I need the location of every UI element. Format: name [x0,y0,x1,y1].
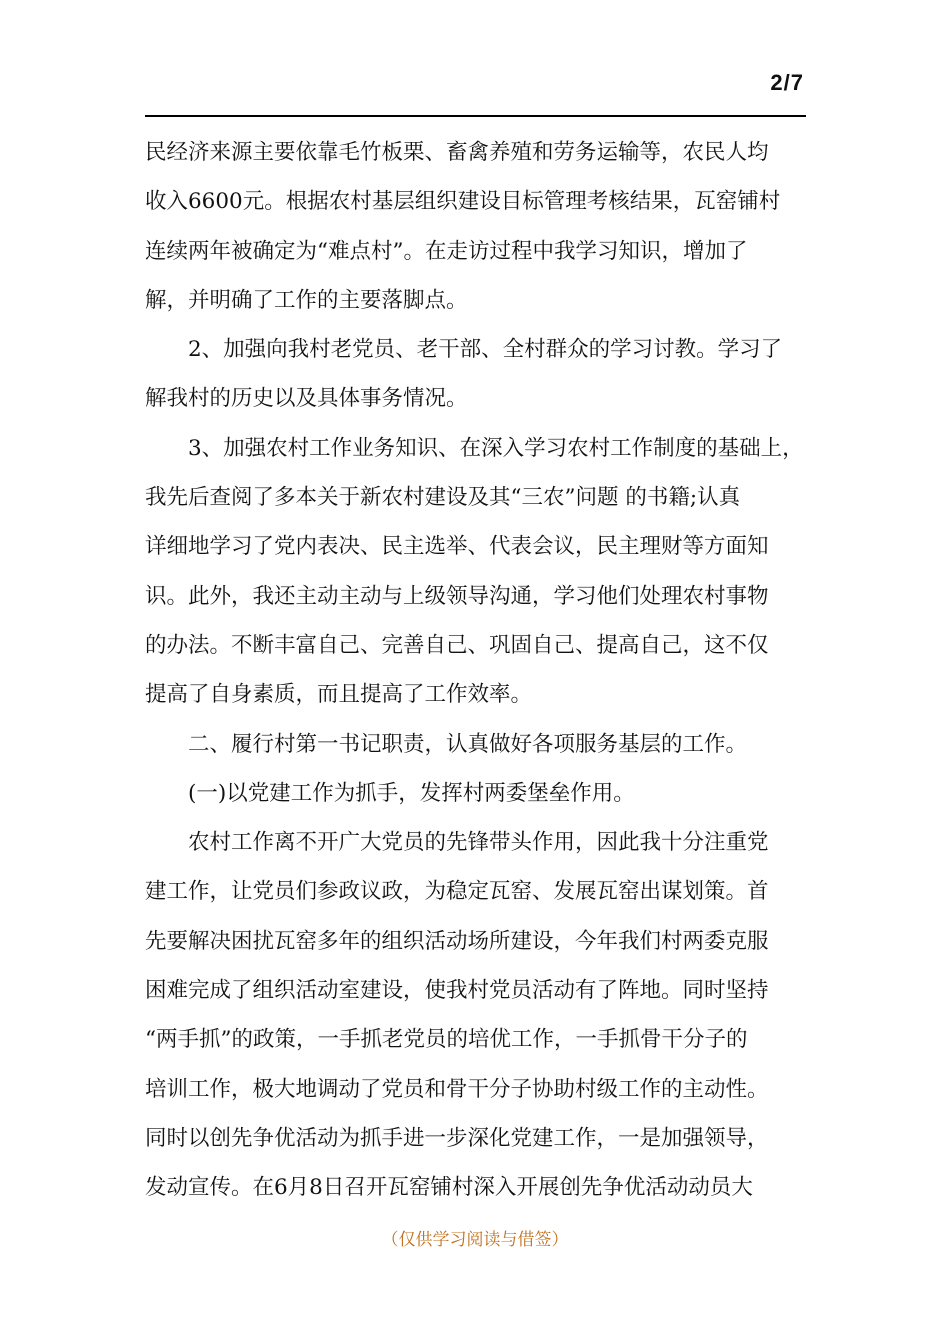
body-line: 培训工作，极大地调动了党员和骨干分子协助村级工作的主动性。 [145,1076,769,1102]
body-line: 详细地学习了党内表决、民主选举、代表会议，民主理财等方面知 [145,534,769,560]
body-line: 解我村的历史以及具体事务情况。 [145,386,468,412]
body-line: 同时以创先争优活动为抓手进一步深化党建工作，一是加强领导， [145,1125,769,1151]
body-line: 提高了自身素质，而且提高了工作效率。 [145,682,533,708]
header-divider [145,115,806,117]
body-line: “两手抓”的政策，一手抓老党员的培优工作，一手抓骨干分子的 [145,1027,748,1053]
body-line: 我先后查阅了多本关于新农村建设及其“三农”问题 的书籍;认真 [145,485,741,511]
paragraph-start-line: 农村工作离不开广大党员的先锋带头作用，因此我十分注重党 [188,830,769,856]
paragraph-start-line: 2、加强向我村老党员、老干部、全村群众的学习讨教。学习了 [188,337,783,363]
paragraph-start-line: 3、加强农村工作业务知识、在深入学习农村工作制度的基础上， [188,435,804,461]
body-line: 发动宣传。在6月8日召开瓦窑铺村深入开展创先争优活动动员大 [145,1175,753,1201]
body-line: 建工作，让党员们参政议政，为稳定瓦窑、发展瓦窑出谋划策。首 [145,879,769,905]
body-line: 识。此外，我还主动主动与上级领导沟通，学习他们处理农村事物 [145,583,769,609]
body-line: 连续两年被确定为“难点村”。在走访过程中我学习知识，增加了 [145,238,748,264]
body-line: 先要解决困扰瓦窑多年的组织活动场所建设，今年我们村两委克服 [145,928,769,954]
body-line: 解，并明确了工作的主要落脚点。 [145,287,468,313]
body-line: 民经济来源主要依靠毛竹板栗、畜禽养殖和劳务运输等，农民人均 [145,140,769,165]
body-line: 收入6600元。根据农村基层组织建设目标管理考核结果，瓦窑铺村 [145,189,781,215]
footer-note: （仅供学习阅读与借签） [381,1230,569,1250]
page-number: 2/7 [770,70,804,95]
section-heading: 二、履行村第一书记职责，认真做好各项服务基层的工作。 [188,731,748,757]
document-body [145,128,806,1213]
subsection-heading: (一)以党建工作为抓手，发挥村两委堡垒作用。 [188,780,635,806]
body-line: 困难完成了组织活动室建设，使我村党员活动有了阵地。同时坚持 [145,978,769,1004]
body-line: 的办法。不断丰富自己、完善自己、巩固自己、提高自己，这不仅 [145,632,769,658]
